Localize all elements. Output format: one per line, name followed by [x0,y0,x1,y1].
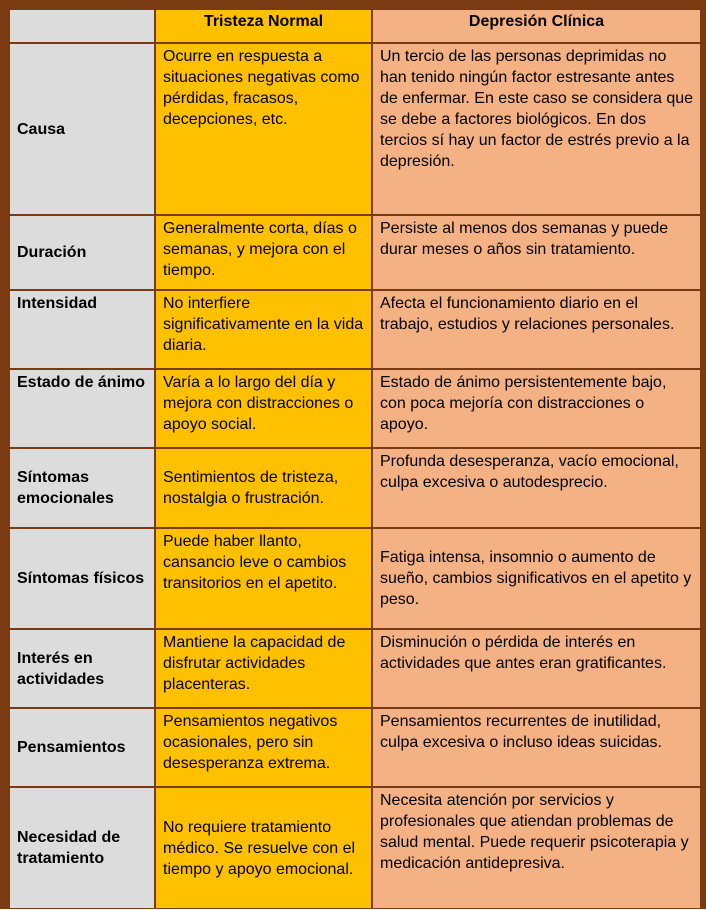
table-row [10,630,700,707]
row-label: Causa [10,44,154,214]
table-row [10,788,700,908]
cell-clinica: Profunda desesperanza, vacío emocional, culpa excesiva o autodesprecio. [373,449,700,527]
table-row [10,291,700,368]
comparison-table [8,8,702,910]
cell-normal: Sentimientos de tristeza, nostalgia o frustración. [156,449,371,527]
row-label: Síntomas emocionales [10,449,154,527]
cell-clinica: Estado de ánimo persistentemente bajo, con poca mejoría con distracciones o apoyo. [373,370,700,447]
cell-normal: No interfiere significativamente en la vida diaria. [156,291,371,368]
row-label: Intensidad [10,291,154,368]
cell-normal: Pensamientos negativos ocasionales, pero sin desesperanza extrema. [156,709,371,786]
row-label: Estado de ánimo [10,370,154,447]
cell-normal: Generalmente corta, días o semanas, y mejora con el tiempo. [156,216,371,289]
corner-cell [10,10,154,42]
table-row [10,44,700,214]
cell-normal: Ocurre en respuesta a situaciones negativas como pérdidas, fracasos, decepciones, etc. [156,44,371,214]
cell-clinica: Persiste al menos dos semanas y puede durar meses o años sin tratamiento. [373,216,700,289]
header-depresion-clinica: Depresión Clínica [373,10,700,42]
cell-normal: Puede haber llanto, cansancio leve o cambios transitorios en el apetito. [156,529,371,628]
row-label: Duración [10,216,154,289]
table-row [10,709,700,786]
cell-clinica: Disminución o pérdida de interés en actividades que antes eran gratificantes. [373,630,700,707]
row-label: Pensamientos [10,709,154,786]
header-row [10,10,700,42]
cell-clinica: Necesita atención por servicios y profesionales que atiendan problemas de salud mental. Puede requerir psicoterapia y medicación antidepresiva. [373,788,700,908]
cell-clinica: Fatiga intensa, insomnio o aumento de sueño, cambios significativos en el apetito y peso. [373,529,700,628]
header-tristeza-normal: Tristeza Normal [156,10,371,42]
table-row [10,529,700,628]
table-row [10,370,700,447]
row-label: Síntomas físicos [10,529,154,628]
row-label: Necesidad de tratamiento [10,788,154,908]
cell-clinica: Un tercio de las personas deprimidas no han tenido ningún factor estresante antes de enfermar. En este caso se considera que se debe a factores biológicos. En dos tercios sí hay un factor de estrés previo a la depresión. [373,44,700,214]
cell-clinica: Afecta el funcionamiento diario en el trabajo, estudios y relaciones personales. [373,291,700,368]
cell-normal: No requiere tratamiento médico. Se resuelve con el tiempo y apoyo emocional. [156,788,371,908]
cell-normal: Varía a lo largo del día y mejora con distracciones o apoyo social. [156,370,371,447]
cell-normal: Mantiene la capacidad de disfrutar actividades placenteras. [156,630,371,707]
table-row [10,216,700,289]
row-label: Interés en actividades [10,630,154,707]
table-row [10,449,700,527]
cell-clinica: Pensamientos recurrentes de inutilidad, culpa excesiva o incluso ideas suicidas. [373,709,700,786]
